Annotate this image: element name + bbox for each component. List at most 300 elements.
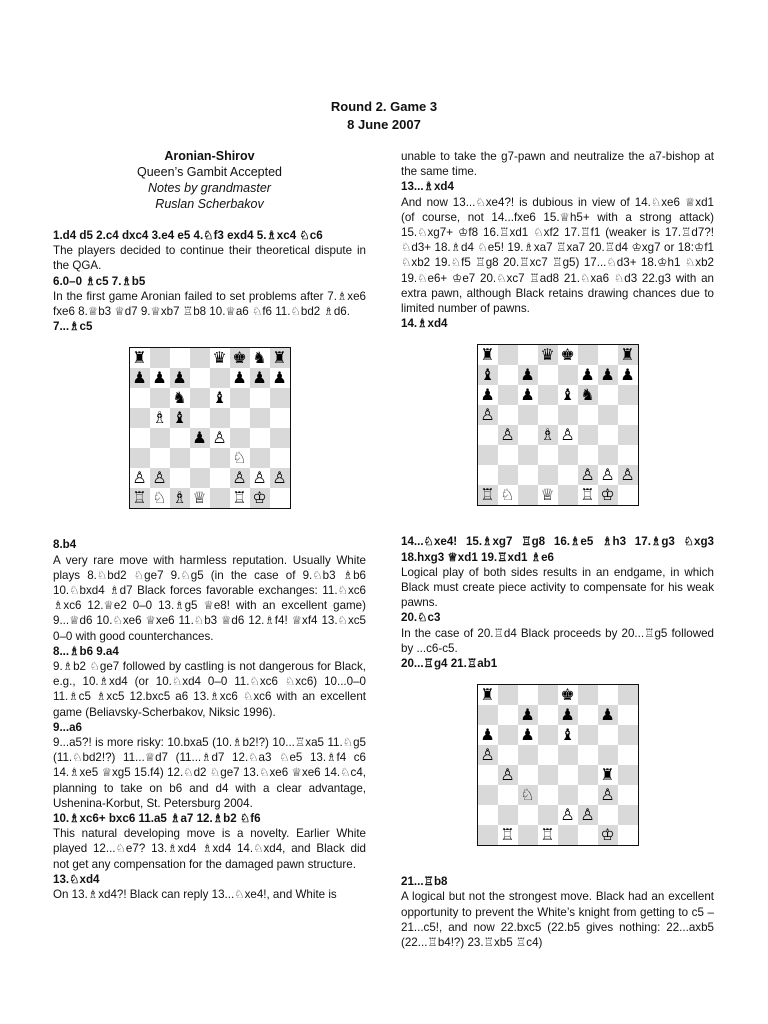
board-square bbox=[518, 485, 538, 505]
board-square bbox=[150, 488, 170, 508]
chess-piece-icon: ♚ bbox=[560, 685, 575, 705]
board-square bbox=[150, 448, 170, 468]
board-square bbox=[130, 428, 150, 448]
board-square bbox=[270, 368, 290, 388]
board-square bbox=[230, 388, 250, 408]
board-square bbox=[558, 345, 578, 365]
board-square bbox=[150, 468, 170, 488]
chess-piece-icon: ♘ bbox=[232, 448, 247, 468]
board-square bbox=[478, 785, 498, 805]
board-square bbox=[558, 385, 578, 405]
board-square bbox=[130, 388, 150, 408]
commentary-paragraph: And now 13...♘xe4?! is dubious in view of 14.♘xe6 ♕xd1 (of course, not 14...fxe6 15.♕h5+ with a strong attack) 15.♘xg7+ ♔f8 16.♖xd1 ♘xf2 17.♖f1 (weaker is 17.♖d7?! ♘d3+ 18.♗d4 ♘e5! 19.♗xa7 ♖xa7 20.♖d4 ♔xg7 or 18:♔f1 ♘xb2 19.♘f5 ♖g8 20.♖xc7 ♖g5) 17...♘d3+ 18.♔h1 ♘xb2 19.♘e6+ ♔e7 20.♘xc7 ♖ad8 21.♘xa6 ♘d3 22.g3 with an extra pawn, although Black retains drawing chances due to limited number of pawns. bbox=[401, 195, 714, 316]
board-square bbox=[618, 705, 638, 725]
board-square bbox=[558, 705, 578, 725]
chess-diagram-3 bbox=[477, 684, 639, 846]
board-square bbox=[210, 488, 230, 508]
board-square bbox=[250, 408, 270, 428]
board-square bbox=[598, 805, 618, 825]
commentary-paragraph: In the first game Aronian failed to set problems after 7.♗xe6 fxe6 8.♕b3 ♕d7 9.♕xb7 ♖b8 10.♕a6 ♘f6 11.♘bd2 ♗d6. bbox=[53, 289, 366, 319]
chess-piece-icon: ♖ bbox=[540, 825, 555, 845]
board-square bbox=[598, 765, 618, 785]
board-square bbox=[250, 428, 270, 448]
board-square bbox=[170, 468, 190, 488]
board-square bbox=[538, 705, 558, 725]
board-square bbox=[478, 345, 498, 365]
board-square bbox=[598, 365, 618, 385]
board-square bbox=[598, 725, 618, 745]
chess-piece-icon: ♘ bbox=[500, 485, 515, 505]
chess-piece-icon: ♟ bbox=[560, 705, 575, 725]
board-square bbox=[210, 448, 230, 468]
board-square bbox=[150, 408, 170, 428]
board-square bbox=[250, 388, 270, 408]
board-square bbox=[518, 365, 538, 385]
chess-piece-icon: ♜ bbox=[480, 685, 495, 705]
chess-piece-icon: ♔ bbox=[252, 488, 267, 508]
board-square bbox=[518, 385, 538, 405]
board-square bbox=[210, 348, 230, 368]
board-square bbox=[210, 408, 230, 428]
board-square bbox=[498, 405, 518, 425]
board-square bbox=[478, 805, 498, 825]
board-square bbox=[270, 408, 290, 428]
board-square bbox=[230, 468, 250, 488]
board-square bbox=[578, 745, 598, 765]
move-line: 14...♘xe4! 15.♗xg7 ♖g8 16.♗e5 ♗h3 17.♗g3 ♘xg3 18.hxg3 ♕xd1 19.♖xd1 ♗e6 bbox=[401, 535, 714, 564]
board-square bbox=[190, 388, 210, 408]
board-square bbox=[170, 388, 190, 408]
board-square bbox=[538, 425, 558, 445]
board-square bbox=[498, 345, 518, 365]
chess-piece-icon: ♙ bbox=[480, 405, 495, 425]
board-square bbox=[190, 348, 210, 368]
chess-piece-icon: ♙ bbox=[252, 468, 267, 488]
board-square bbox=[578, 485, 598, 505]
chess-piece-icon: ♙ bbox=[152, 468, 167, 488]
board-square bbox=[270, 348, 290, 368]
board-square bbox=[230, 448, 250, 468]
chess-piece-icon: ♝ bbox=[480, 365, 495, 385]
players-title: Aronian-Shirov bbox=[164, 149, 255, 163]
board-square bbox=[598, 345, 618, 365]
board-square bbox=[190, 448, 210, 468]
commentary-paragraph: A very rare move with harmless reputation. Usually White plays 8.♘bd2 ♘ge7 9.♘g5 (in the case of 9.♘b3 ♗b6 10.♘bxd4 ♗d7 Black forces favorable exchanges: 11.♘xc6 ♗xc6 12.♕e2 0–0 13.♗g5 ♕e8! with an excellent game) 9...♕d6 10.♘xe6 ♕xe6 11.♘b3 ♕d6 12.♗f4! ♕xf4 13.♘xc5 0–0 with good counterchances. bbox=[53, 553, 366, 643]
board-square bbox=[538, 725, 558, 745]
board-square bbox=[578, 725, 598, 745]
chess-piece-icon: ♙ bbox=[500, 425, 515, 445]
board-square bbox=[578, 685, 598, 705]
board-square bbox=[498, 685, 518, 705]
board-square bbox=[558, 785, 578, 805]
board-square bbox=[598, 445, 618, 465]
board-square bbox=[598, 745, 618, 765]
board-square bbox=[130, 468, 150, 488]
chess-piece-icon: ♜ bbox=[620, 345, 635, 365]
board-square bbox=[150, 388, 170, 408]
board-square bbox=[578, 425, 598, 445]
commentary-paragraph: 9.♗b2 ♘ge7 followed by castling is not dangerous for Black, e.g., 10.♗xd4 (or 10.♘xd4 0–0 11.♘xc6 ♘xc6) 10...0–0 11.♗c5 ♗xc5 12.bxc5 a6 13.♗xc6 ♘xc6 with an excellent game (Beliavsky-Scherbakov, Niksic 1996). bbox=[53, 660, 366, 719]
board-square bbox=[578, 825, 598, 845]
board-square bbox=[478, 745, 498, 765]
board-square bbox=[618, 345, 638, 365]
chess-piece-icon: ♙ bbox=[560, 425, 575, 445]
chess-piece-icon: ♞ bbox=[172, 388, 187, 408]
board-square bbox=[210, 388, 230, 408]
board-square bbox=[558, 825, 578, 845]
board-square bbox=[210, 368, 230, 388]
board-square bbox=[558, 765, 578, 785]
board-square bbox=[538, 485, 558, 505]
chess-piece-icon: ♙ bbox=[560, 805, 575, 825]
move-line: 7...♗c5 bbox=[53, 320, 93, 334]
board-square bbox=[478, 825, 498, 845]
board-square bbox=[578, 405, 598, 425]
chess-piece-icon: ♝ bbox=[212, 388, 227, 408]
spacer bbox=[53, 523, 366, 537]
board-square bbox=[190, 368, 210, 388]
opening-name: Queen’s Gambit Accepted bbox=[137, 165, 282, 179]
board-square bbox=[538, 345, 558, 365]
board-square bbox=[538, 405, 558, 425]
board-square bbox=[618, 745, 638, 765]
board-square bbox=[230, 428, 250, 448]
board-square bbox=[230, 348, 250, 368]
board-square bbox=[618, 445, 638, 465]
board-square bbox=[598, 465, 618, 485]
board-square bbox=[498, 725, 518, 745]
board-square bbox=[498, 785, 518, 805]
spacer bbox=[401, 860, 714, 874]
board-square bbox=[498, 745, 518, 765]
board-square bbox=[558, 805, 578, 825]
chess-piece-icon: ♙ bbox=[272, 468, 287, 488]
chess-piece-icon: ♚ bbox=[232, 348, 247, 368]
board-square bbox=[558, 445, 578, 465]
board-square bbox=[170, 348, 190, 368]
board-square bbox=[618, 425, 638, 445]
board-square bbox=[498, 365, 518, 385]
board-square bbox=[270, 388, 290, 408]
board-square bbox=[538, 685, 558, 705]
board-square bbox=[210, 428, 230, 448]
board-square bbox=[558, 745, 578, 765]
board-square bbox=[578, 385, 598, 405]
commentary-paragraph: In the case of 20.♖d4 Black proceeds by 20...♖g5 followed by ...c6-c5. bbox=[401, 626, 714, 655]
game-title-block bbox=[53, 148, 366, 212]
board-square bbox=[598, 785, 618, 805]
chess-piece-icon: ♚ bbox=[560, 345, 575, 365]
board-square bbox=[598, 685, 618, 705]
board-square bbox=[170, 448, 190, 468]
chess-piece-icon: ♟ bbox=[520, 705, 535, 725]
chess-piece-icon: ♕ bbox=[540, 485, 555, 505]
chess-piece-icon: ♙ bbox=[132, 468, 147, 488]
board-square bbox=[478, 365, 498, 385]
move-line: 9...a6 bbox=[53, 720, 83, 734]
board-square bbox=[498, 485, 518, 505]
board-square bbox=[618, 465, 638, 485]
board-square bbox=[190, 488, 210, 508]
board-square bbox=[498, 825, 518, 845]
board-square bbox=[478, 685, 498, 705]
board-square bbox=[230, 408, 250, 428]
chess-piece-icon: ♟ bbox=[152, 368, 167, 388]
board-square bbox=[518, 465, 538, 485]
board-square bbox=[618, 785, 638, 805]
chess-piece-icon: ♟ bbox=[600, 365, 615, 385]
board-square bbox=[558, 425, 578, 445]
board-square bbox=[518, 805, 538, 825]
board-square bbox=[498, 445, 518, 465]
board-square bbox=[130, 488, 150, 508]
board-square bbox=[190, 428, 210, 448]
chess-piece-icon: ♟ bbox=[480, 725, 495, 745]
board-square bbox=[518, 785, 538, 805]
chess-piece-icon: ♙ bbox=[480, 745, 495, 765]
chess-piece-icon: ♟ bbox=[172, 368, 187, 388]
chess-piece-icon: ♔ bbox=[600, 485, 615, 505]
board-square bbox=[130, 368, 150, 388]
board-square bbox=[498, 705, 518, 725]
board-square bbox=[598, 705, 618, 725]
chess-piece-icon: ♙ bbox=[600, 465, 615, 485]
board-square bbox=[558, 465, 578, 485]
right-column bbox=[401, 149, 714, 950]
chess-piece-icon: ♗ bbox=[540, 425, 555, 445]
chess-piece-icon: ♖ bbox=[480, 485, 495, 505]
chess-piece-icon: ♝ bbox=[560, 385, 575, 405]
board-square bbox=[130, 348, 150, 368]
board-square bbox=[538, 825, 558, 845]
move-line: 6.0–0 ♗c5 7.♗b5 bbox=[53, 274, 146, 288]
board-square bbox=[598, 825, 618, 845]
chess-piece-icon: ♟ bbox=[520, 385, 535, 405]
board-square bbox=[518, 825, 538, 845]
board-square bbox=[538, 745, 558, 765]
board-square bbox=[558, 725, 578, 745]
board-square bbox=[598, 405, 618, 425]
board-square bbox=[478, 725, 498, 745]
board-square bbox=[498, 805, 518, 825]
chess-piece-icon: ♟ bbox=[252, 368, 267, 388]
board-square bbox=[150, 368, 170, 388]
board-square bbox=[478, 465, 498, 485]
move-line: 14.♗xd4 bbox=[401, 317, 448, 331]
board-square bbox=[518, 725, 538, 745]
board-square bbox=[538, 465, 558, 485]
board-square bbox=[498, 385, 518, 405]
board-square bbox=[250, 448, 270, 468]
chess-piece-icon: ♝ bbox=[172, 408, 187, 428]
chess-piece-icon: ♗ bbox=[152, 408, 167, 428]
commentary-paragraph: This natural developing move is a novelty. Earlier White played 12...♘e7? 13.♗xd4 ♗xd4 14.♘xd4, and Black did not get any compensation for the damaged pawn structure. bbox=[53, 827, 366, 871]
board-square bbox=[170, 488, 190, 508]
board-square bbox=[538, 785, 558, 805]
chess-piece-icon: ♔ bbox=[600, 825, 615, 845]
chess-piece-icon: ♟ bbox=[132, 368, 147, 388]
board-square bbox=[578, 805, 598, 825]
page-header bbox=[0, 98, 768, 134]
left-column bbox=[53, 148, 366, 902]
chess-piece-icon: ♕ bbox=[192, 488, 207, 508]
board-square bbox=[270, 488, 290, 508]
board-square bbox=[130, 448, 150, 468]
board-square bbox=[270, 468, 290, 488]
move-line: 1.d4 d5 2.c4 dxc4 3.e4 e5 4.♘f3 exd4 5.♗xc4 ♘c6 bbox=[53, 229, 323, 242]
board-square bbox=[558, 405, 578, 425]
board-square bbox=[250, 368, 270, 388]
chess-piece-icon: ♖ bbox=[580, 485, 595, 505]
chess-piece-icon: ♘ bbox=[520, 785, 535, 805]
move-line: 8.b4 bbox=[53, 538, 77, 552]
commentary-paragraph: Logical play of both sides results in an endgame, in which Black must create piece activity to compensate for his weak pawns. bbox=[401, 565, 714, 610]
chess-piece-icon: ♙ bbox=[500, 765, 515, 785]
board-square bbox=[190, 468, 210, 488]
board-square bbox=[598, 485, 618, 505]
chess-piece-icon: ♙ bbox=[232, 468, 247, 488]
board-square bbox=[210, 468, 230, 488]
board-square bbox=[170, 428, 190, 448]
commentary-paragraph: The players decided to continue their theoretical dispute in the QGA. bbox=[53, 244, 366, 273]
board-square bbox=[538, 385, 558, 405]
spacer bbox=[401, 520, 714, 534]
chess-piece-icon: ♛ bbox=[212, 348, 227, 368]
board-square bbox=[578, 445, 598, 465]
chess-piece-icon: ♟ bbox=[520, 725, 535, 745]
board-square bbox=[618, 685, 638, 705]
board-square bbox=[538, 805, 558, 825]
board-square bbox=[618, 365, 638, 385]
board-square bbox=[478, 765, 498, 785]
board-square bbox=[230, 488, 250, 508]
board-square bbox=[578, 705, 598, 725]
chess-piece-icon: ♜ bbox=[132, 348, 147, 368]
move-line: 20...♖g4 21.♖ab1 bbox=[401, 657, 498, 671]
chess-piece-icon: ♟ bbox=[600, 705, 615, 725]
chess-piece-icon: ♟ bbox=[192, 428, 207, 448]
chess-piece-icon: ♟ bbox=[520, 365, 535, 385]
move-line: 10.♗xc6+ bxc6 11.a5 ♗a7 12.♗b2 ♘f6 bbox=[53, 812, 261, 826]
chess-piece-icon: ♘ bbox=[152, 488, 167, 508]
board-square bbox=[598, 425, 618, 445]
move-line: 8...♗b6 9.a4 bbox=[53, 644, 119, 658]
board-square bbox=[598, 385, 618, 405]
board-square bbox=[170, 408, 190, 428]
board-square bbox=[618, 765, 638, 785]
board-square bbox=[478, 425, 498, 445]
board-square bbox=[478, 385, 498, 405]
board-square bbox=[578, 785, 598, 805]
board-square bbox=[558, 485, 578, 505]
commentary-paragraph: A logical but not the strongest move. Black had an excellent opportunity to prevent the White’s knight from getting to c5 – 21...c5!, and now 22.bxc5 (22.b5 gives nothing: 22...axb5 (22...♖b4!?) 23.♖xb5 ♖c4) bbox=[401, 890, 714, 950]
chess-piece-icon: ♞ bbox=[580, 385, 595, 405]
board-square bbox=[578, 765, 598, 785]
board-square bbox=[618, 385, 638, 405]
chess-piece-icon: ♟ bbox=[480, 385, 495, 405]
chess-piece-icon: ♖ bbox=[232, 488, 247, 508]
board-square bbox=[618, 725, 638, 745]
board-square bbox=[618, 405, 638, 425]
move-line: 13...♗xd4 bbox=[401, 180, 454, 194]
annotator-line-2: Ruslan Scherbakov bbox=[155, 197, 264, 211]
board-square bbox=[578, 465, 598, 485]
chess-piece-icon: ♝ bbox=[560, 725, 575, 745]
board-square bbox=[150, 348, 170, 368]
board-square bbox=[250, 348, 270, 368]
date-heading: 8 June 2007 bbox=[347, 117, 421, 132]
commentary-paragraph: On 13.♗xd4?! Black can reply 13...♘xe4!, and White is bbox=[53, 888, 337, 902]
move-line: 21...♖b8 bbox=[401, 875, 448, 889]
board-square bbox=[498, 425, 518, 445]
board-square bbox=[230, 368, 250, 388]
chess-piece-icon: ♙ bbox=[580, 465, 595, 485]
chess-piece-icon: ♜ bbox=[272, 348, 287, 368]
chess-piece-icon: ♙ bbox=[212, 428, 227, 448]
board-square bbox=[518, 425, 538, 445]
chess-piece-icon: ♟ bbox=[232, 368, 247, 388]
board-square bbox=[578, 365, 598, 385]
board-square bbox=[170, 368, 190, 388]
commentary-paragraph: 9...a5?! is more risky: 10.bxa5 (10.♗b2!?) 10...♖xa5 11.♘g5 (11.♘bd2!?) 11...♕d7 (11...♗d7 12.♘a3 ♘e5 13.♗f4 c6 14.♗xe5 ♕xg5 15.f4) 12.♘d2 ♘ge7 13.♘xe6 ♕xe6 14.♘c4, planning to take on b6 and d4 with a clear advantage, Ushenina-Korbut, St. Petersburg 2004. bbox=[53, 736, 366, 810]
board-square bbox=[618, 485, 638, 505]
board-square bbox=[518, 745, 538, 765]
board-square bbox=[558, 365, 578, 385]
move-line: 20.♘c3 bbox=[401, 611, 441, 625]
board-square bbox=[270, 448, 290, 468]
board-square bbox=[538, 765, 558, 785]
round-heading: Round 2. Game 3 bbox=[330, 99, 438, 114]
board-square bbox=[618, 825, 638, 845]
board-square bbox=[250, 468, 270, 488]
chess-piece-icon: ♛ bbox=[540, 345, 555, 365]
board-square bbox=[250, 488, 270, 508]
board-square bbox=[538, 365, 558, 385]
board-square bbox=[618, 805, 638, 825]
board-square bbox=[518, 685, 538, 705]
chess-diagram-2 bbox=[477, 344, 639, 506]
chess-diagram-1 bbox=[129, 347, 291, 509]
chess-piece-icon: ♟ bbox=[272, 368, 287, 388]
commentary-paragraph: unable to take the g7-pawn and neutralize the a7-bishop at the same time. bbox=[401, 150, 714, 179]
chess-piece-icon: ♞ bbox=[252, 348, 267, 368]
board-square bbox=[558, 685, 578, 705]
board-square bbox=[538, 445, 558, 465]
chess-piece-icon: ♗ bbox=[172, 488, 187, 508]
move-line: 13.♘xd4 bbox=[53, 872, 100, 886]
board-square bbox=[518, 405, 538, 425]
board-square bbox=[478, 485, 498, 505]
board-square bbox=[498, 465, 518, 485]
board-square bbox=[478, 405, 498, 425]
chess-piece-icon: ♙ bbox=[580, 805, 595, 825]
board-square bbox=[130, 408, 150, 428]
chess-piece-icon: ♜ bbox=[480, 345, 495, 365]
board-square bbox=[478, 705, 498, 725]
board-square bbox=[518, 445, 538, 465]
board-square bbox=[518, 705, 538, 725]
chess-piece-icon: ♖ bbox=[132, 488, 147, 508]
board-square bbox=[150, 428, 170, 448]
chess-piece-icon: ♖ bbox=[500, 825, 515, 845]
chess-piece-icon: ♜ bbox=[600, 765, 615, 785]
board-square bbox=[190, 408, 210, 428]
board-square bbox=[270, 428, 290, 448]
board-square bbox=[478, 445, 498, 465]
annotator-line-1: Notes by grandmaster bbox=[148, 181, 271, 195]
board-square bbox=[498, 765, 518, 785]
board-square bbox=[518, 345, 538, 365]
